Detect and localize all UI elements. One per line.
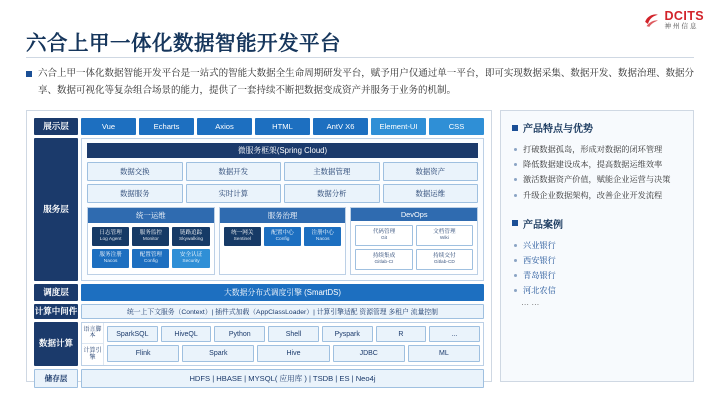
compute-item[interactable]: Shell <box>268 326 319 343</box>
layer-label-middleware: 计算中间件 <box>34 304 78 319</box>
intro-paragraph <box>26 66 694 99</box>
compute-item[interactable]: SparkSQL <box>107 326 158 343</box>
panel-title: 服务治理 <box>220 208 346 223</box>
ops-tile[interactable]: 安全认证 Security <box>172 249 209 268</box>
panel-title: DevOps <box>351 208 477 221</box>
compute-side-label-engine: 计算引擎 <box>82 343 104 365</box>
list-item: 激活数据资产价值，赋能企业运营与决策 <box>514 172 682 187</box>
brand-name-cn: 神州信息 <box>664 22 699 30</box>
service-module-grid <box>87 162 478 203</box>
advantages-heading <box>512 120 682 135</box>
compute-item[interactable]: Pyspark <box>322 326 373 343</box>
list-item: 降低数据建设成本，提高数据运维效率 <box>514 157 682 172</box>
intro-text: 六合上甲一体化数据智能开发平台是一站式的智能大数据全生命周期研发平台，赋予用户仅通过单一平台，即可实现数据采集、数据开发、数据治理、数据分享、数据可视化等复杂组合场景的能力，提供了一套持续不断把数据变成资产并服务于业务的机制。 <box>38 68 694 96</box>
list-item: 升级企业数据架构，改善企业开发流程 <box>514 188 682 203</box>
cases-heading <box>512 216 682 231</box>
compute-item[interactable]: JDBC <box>333 345 405 362</box>
list-item: 河北农信 <box>514 283 682 298</box>
ops-tile[interactable]: 日志管理 Log Agent <box>92 227 129 246</box>
display-chip[interactable]: Vue <box>81 118 136 135</box>
service-module[interactable]: 数据资产 <box>383 162 479 181</box>
panel-title: 统一运维 <box>88 208 214 223</box>
panel-unified-ops <box>87 207 215 275</box>
brand-logo <box>643 10 705 30</box>
compute-item[interactable]: Python <box>214 326 265 343</box>
compute-item[interactable]: Flink <box>107 345 179 362</box>
devops-tile[interactable]: 持续集成 Gitlab-CI <box>355 249 412 270</box>
display-chip[interactable]: CSS <box>429 118 484 135</box>
display-chip[interactable]: Echarts <box>139 118 194 135</box>
panel-service-governance <box>219 207 347 275</box>
display-chip[interactable]: Element-UI <box>371 118 426 135</box>
advantages-title: 产品特点与优势 <box>523 124 593 135</box>
square-bullet-icon <box>512 125 518 131</box>
service-module[interactable]: 主数据管理 <box>284 162 380 181</box>
layer-label-storage: 储存层 <box>34 369 78 388</box>
list-item: 兴业银行 <box>514 238 682 253</box>
cases-list <box>514 238 682 299</box>
ops-tile[interactable]: 服务注册 Nacos <box>92 249 129 268</box>
ops-tile[interactable]: 配置管理 Config <box>132 249 169 268</box>
devops-tile[interactable]: 文档管理 Wiki <box>416 225 473 246</box>
service-module[interactable]: 实时计算 <box>186 184 282 203</box>
compute-item[interactable]: ML <box>408 345 480 362</box>
cases-title: 产品案例 <box>523 219 563 231</box>
service-panels <box>87 207 478 275</box>
display-chip[interactable]: HTML <box>255 118 310 135</box>
ops-tile[interactable]: 链路追踪 Skywalking <box>172 227 209 246</box>
governance-tile[interactable]: 注册中心 Nacos <box>304 227 341 246</box>
compute-item[interactable]: ... <box>429 326 480 343</box>
display-chip[interactable]: Axios <box>197 118 252 135</box>
page-title: 六合上甲一体化数据智能开发平台 <box>26 32 341 55</box>
list-item: 打破数据孤岛，形成对数据的闭环管理 <box>514 142 682 157</box>
cases-more: …… <box>521 298 542 308</box>
compute-item[interactable]: Hive <box>257 345 329 362</box>
storage-layer-bar: HDFS | HBASE | MYSQL( 应用库 ) | TSDB | ES | Neo4j <box>81 369 484 388</box>
service-module[interactable]: 数据服务 <box>87 184 183 203</box>
compute-layer-box <box>81 322 484 366</box>
compute-item[interactable]: Spark <box>182 345 254 362</box>
compute-item[interactable]: HiveQL <box>161 326 212 343</box>
service-module[interactable]: 数据开发 <box>186 162 282 181</box>
layer-label-display: 展示层 <box>34 118 78 135</box>
service-module[interactable]: 数据交换 <box>87 162 183 181</box>
layer-label-schedule: 调度层 <box>34 284 78 301</box>
service-module[interactable]: 数据运维 <box>383 184 479 203</box>
list-item: 青岛银行 <box>514 268 682 283</box>
schedule-engine-bar: 大数据分布式调度引擎 (SmartDS) <box>81 284 484 301</box>
governance-tile[interactable]: 配置中心 Config <box>264 227 301 246</box>
compute-engine-row <box>107 345 480 362</box>
service-module[interactable]: 数据分析 <box>284 184 380 203</box>
compute-side-labels <box>82 323 104 365</box>
compute-item[interactable]: R <box>376 326 427 343</box>
title-divider <box>26 57 694 58</box>
microservice-framework-title: 微服务框架(Spring Cloud) <box>87 143 478 158</box>
architecture-diagram <box>26 110 492 382</box>
middleware-bar: 统一上下文服务（Context）| 插件式加载（AppClassLoader）| 计算引擎适配 资源管理 多租户 流量控制 <box>81 304 484 319</box>
layer-label-service: 服务层 <box>34 138 78 281</box>
advantages-list <box>514 142 682 203</box>
square-bullet-icon <box>512 220 518 226</box>
governance-tile[interactable]: 统一网关 Sentinel <box>224 227 261 246</box>
list-item: 西安银行 <box>514 253 682 268</box>
layer-label-compute: 数据计算 <box>34 322 78 366</box>
display-chip[interactable]: AntV X6 <box>313 118 368 135</box>
service-layer-box <box>81 138 484 281</box>
compute-script-row <box>107 326 480 343</box>
panel-devops <box>350 207 478 275</box>
square-bullet-icon <box>26 71 32 77</box>
sidebar-panel <box>500 110 694 382</box>
devops-tile[interactable]: 持续交付 Gitlab-CD <box>416 249 473 270</box>
sidebar-spacer <box>512 203 682 216</box>
ops-tile[interactable]: 服务监控 Monitor <box>132 227 169 246</box>
brand-name-en: DCITS <box>664 9 704 23</box>
layer-label-column <box>34 118 78 388</box>
compute-side-label-script: 语言脚本 <box>82 323 104 344</box>
devops-tile[interactable]: 代码管理 Git <box>355 225 412 246</box>
dcits-logo-icon <box>643 12 660 29</box>
display-layer-row <box>81 118 484 135</box>
